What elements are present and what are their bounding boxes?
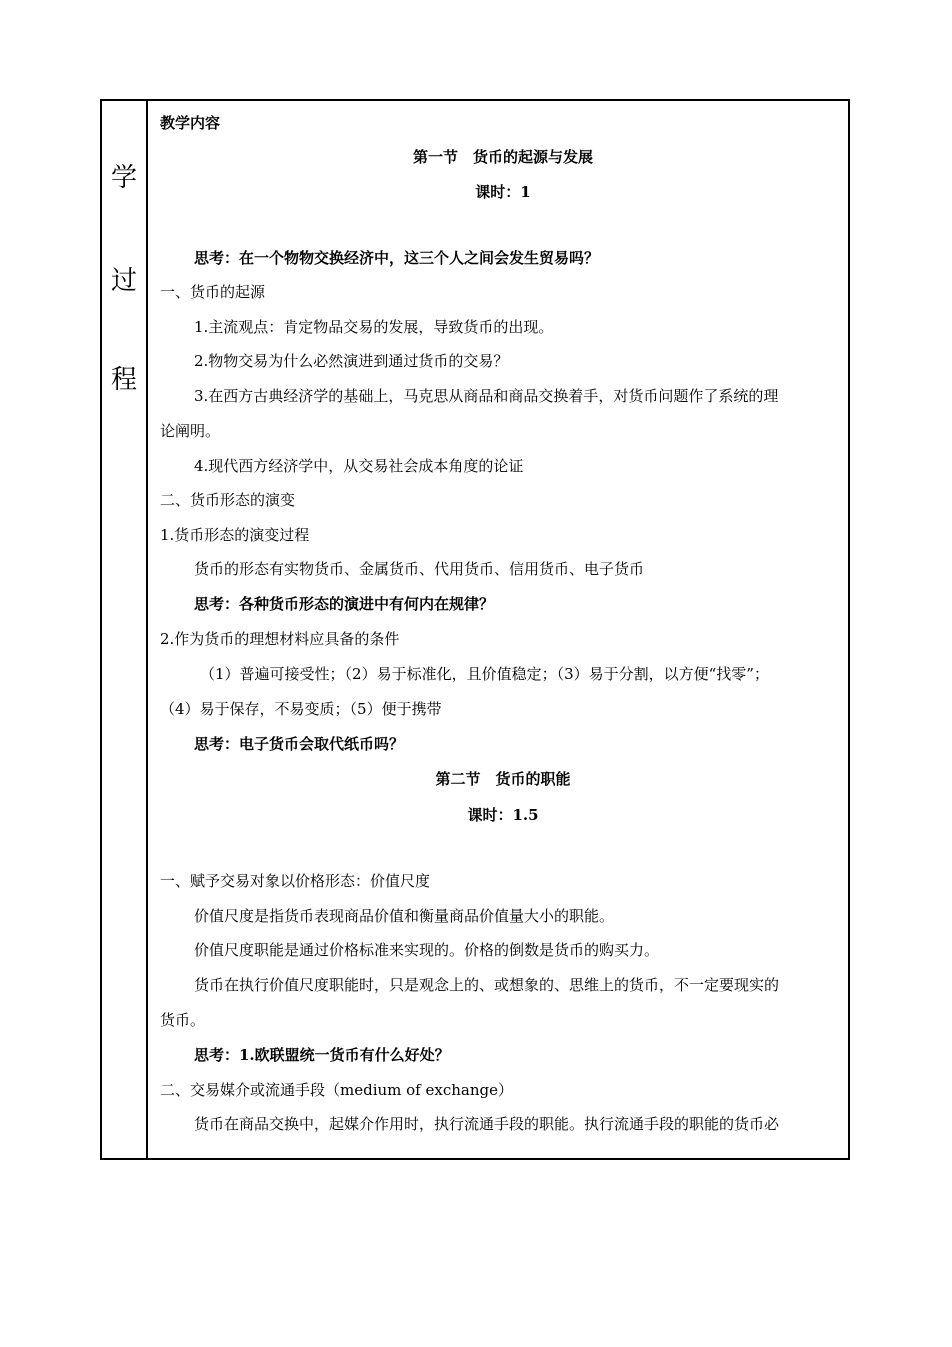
paragraph: 货币。 bbox=[160, 1011, 206, 1029]
think-question: 思考：1.欧联盟统一货币有什么好处？ bbox=[194, 1046, 450, 1064]
paragraph: （1）普遍可接受性；（2）易于标准化，且价值稳定；（3）易于分割，以方便“找零”； bbox=[200, 665, 769, 683]
section-hours: 课时：1 bbox=[475, 183, 531, 201]
heading: 二、货币形态的演变 bbox=[160, 491, 296, 509]
paragraph: 论阐明。 bbox=[160, 422, 221, 440]
side-label-char: 学 bbox=[110, 163, 137, 193]
heading: 一、赋予交易对象以价格形态：价值尺度 bbox=[160, 872, 431, 890]
lesson-table bbox=[100, 99, 850, 1160]
paragraph: 价值尺度职能是通过价格标准来实现的。价格的倒数是货币的购买力。 bbox=[194, 941, 660, 959]
heading: 一、货币的起源 bbox=[160, 283, 266, 301]
heading: 二、交易媒介或流通手段（medium of exchange） bbox=[160, 1081, 513, 1099]
paragraph: 3.在西方古典经济学的基础上，马克思从商品和商品交换着手，对货币问题作了系统的理 bbox=[194, 387, 779, 405]
side-label-char: 程 bbox=[110, 365, 137, 395]
section-hours: 课时：1.5 bbox=[467, 806, 539, 824]
think-question: 思考：各种货币形态的演进中有何内在规律？ bbox=[194, 595, 495, 613]
column-header: 教学内容 bbox=[160, 114, 221, 132]
think-question: 思考：在一个物物交换经济中，这三个人之间会发生贸易吗？ bbox=[194, 249, 600, 267]
subheading: 2.作为货币的理想材料应具备的条件 bbox=[160, 630, 400, 648]
section-title: 第一节 货币的起源与发展 bbox=[412, 148, 593, 166]
paragraph: 货币的形态有实物货币、金属货币、代用货币、信用货币、电子货币 bbox=[194, 560, 645, 578]
side-label-column bbox=[102, 101, 148, 1158]
subheading: 1.货币形态的演变过程 bbox=[160, 526, 310, 544]
think-question: 思考：电子货币会取代纸币吗？ bbox=[194, 735, 405, 753]
paragraph: 2.物物交易为什么必然演进到通过货币的交易？ bbox=[194, 352, 509, 370]
section-title: 第二节 货币的职能 bbox=[435, 770, 571, 788]
paragraph: 价值尺度是指货币表现商品价值和衡量商品价值量大小的职能。 bbox=[194, 907, 615, 925]
paragraph: 货币在商品交换中，起媒介作用时，执行流通手段的职能。执行流通手段的职能的货币必 bbox=[194, 1115, 780, 1133]
paragraph: 货币在执行价值尺度职能时，只是观念上的、或想象的、思维上的货币，不一定要现实的 bbox=[194, 976, 780, 994]
side-label-char: 过 bbox=[110, 266, 137, 296]
paragraph: 4.现代西方经济学中，从交易社会成本角度的论证 bbox=[194, 457, 524, 475]
paragraph: 1.主流观点：肯定物品交易的发展，导致货币的出现。 bbox=[194, 318, 554, 336]
paragraph: （4）易于保存，不易变质；（5）便于携带 bbox=[160, 700, 442, 718]
